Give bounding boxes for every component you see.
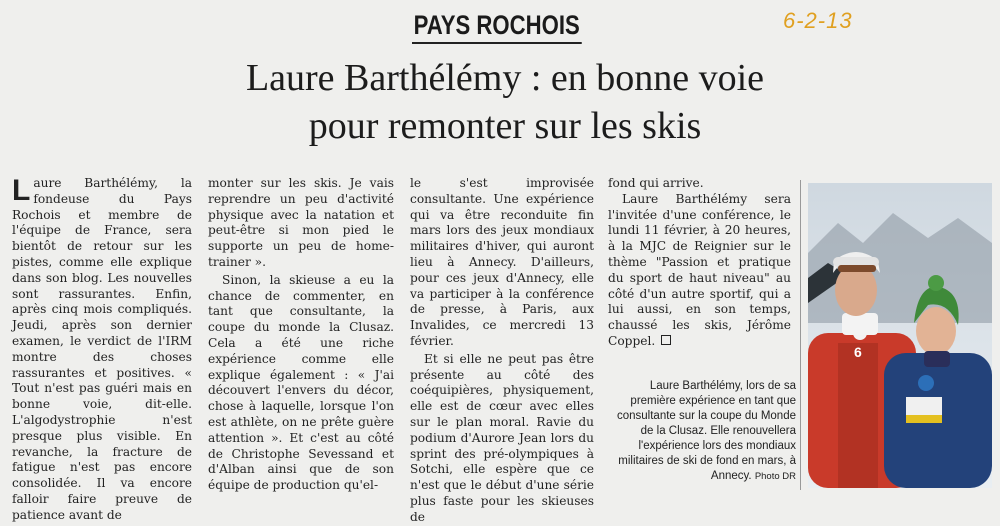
article-column-2: [208, 176, 394, 494]
headline: [200, 54, 810, 150]
caption-text: Laure Barthélémy, lors de sa première expérience en tant que consultante sur la coupe du Monde de la Clusaz. Elle renouvellera l'expérience lors des mondiaux militaires de ski de fond en mars, à Annecy.: [616, 380, 796, 482]
column-1-text: aure Barthélémy, la fondeuse du Pays Rochois et membre de l'équipe de France, sera bientôt de retour sur les pistes, comme elle explique dans son blog. Les nouvelles sont rassurantes. Enfin, après cinq mois compliqués. Jeudi, après son dernier examen, le verdict de l'IRM montre des choses rassurantes et positives. « Tout n'est pas guéri mais en bonne voie, dit-elle. L'algodystrophie n'est presque plus visible. En revanche, la fracture de fatigue n'est pas encore consolidée. Il va encore falloir faire preuve de patience avant de: [12, 176, 192, 522]
drop-cap: L: [12, 174, 31, 207]
column-4-paragraph-2: Laure Barthélémy sera l'invitée d'une conférence, le lundi 11 février, à 20 heures, à la MJC de Reignier sur le thème "Passion et pratique du sport de haut niveau" au côté d'un autre sportif, qui a lui aussi, en son temps, chaussé les skis, Jérôme Coppel.: [608, 191, 791, 348]
article-column-1: [12, 176, 192, 524]
column-2-paragraph-1: monter sur les skis. Je vais reprendre un peu d'activité physique avec la natation et peut-être si mon pied le supporte un peu de home-trainer ».: [208, 176, 394, 269]
article-photo: [808, 183, 992, 488]
article-column-3: [410, 176, 594, 526]
column-2-paragraph-2: Sinon, la skieuse a eu la chance de commenter, en tant que consultante, la coupe du monde la Clusaz. Cela a été une riche expérience comme elle explique également : « J'ai découvert l'envers du décor, chose à laquelle, lorsque l'on est athlète, on ne prête guère attention ». Et c'est au côté de Christophe Sevessand et d'Alban ainsi que de son équipe de production qu'el-: [208, 272, 394, 493]
headline-line-2: pour remonter sur les skis: [308, 105, 702, 147]
handwritten-date: 6-2-13: [783, 8, 853, 33]
column-3-paragraph-2: Et si elle ne peut pas être présente au côté des coéquipières, physiquement, elle est de cœur avec elles sur le plan moral. Ravie du podium d'Aurore Jean lors du sprint des pré-olympiques à Sotchi, elle espère que ce n'est que le début d'une série plus faste pour les skieuses de: [410, 351, 594, 524]
article-column-4: [608, 176, 791, 350]
column-3-paragraph-1: le s'est improvisée consultante. Une expérience qui va être reconduite fin mars lors des jeux mondiaux militaires d'hiver, qui auront lieu à Annecy. D'ailleurs, pour ces jeux d'Annecy, elle va participer à la conférence de presse, à Paris, aux Invalides, ce mercredi 13 février.: [410, 176, 594, 348]
svg-text:6: 6: [854, 344, 862, 360]
photo-credit: Photo DR: [754, 471, 796, 482]
end-of-article-icon: [661, 335, 671, 345]
headline-line-1: Laure Barthélémy : en bonne voie: [245, 57, 765, 99]
column-divider: [800, 180, 801, 490]
photo-skiers-illustration: [808, 183, 992, 488]
column-4-paragraph-1: fond qui arrive.: [608, 176, 704, 190]
bleed-through-background: [300, 0, 311, 31]
photo-caption: [613, 379, 796, 484]
section-title: PAYS ROCHOIS: [412, 8, 581, 44]
